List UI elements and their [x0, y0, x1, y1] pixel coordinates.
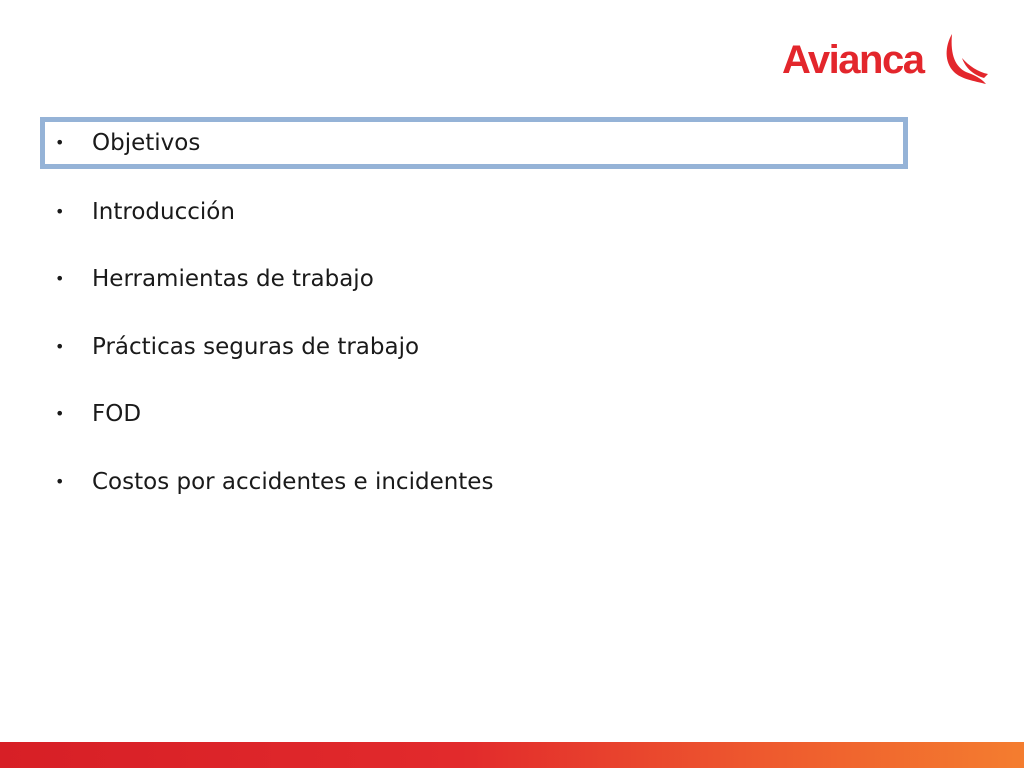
agenda-item-objetivos[interactable]: [40, 117, 908, 169]
agenda-item-label: Introducción: [92, 199, 235, 225]
bullet: •: [55, 472, 65, 491]
footer-gradient-bar: [0, 742, 1024, 768]
agenda-item-fod[interactable]: [40, 388, 908, 440]
agenda-item-label: FOD: [92, 401, 142, 427]
agenda-item-label: Prácticas seguras de trabajo: [92, 334, 420, 360]
agenda-item-introduccion[interactable]: [40, 186, 908, 238]
bullet: •: [55, 202, 65, 221]
agenda-item-practicas[interactable]: [40, 321, 908, 373]
agenda-item-costos[interactable]: [40, 456, 908, 508]
agenda-item-label: Herramientas de trabajo: [92, 266, 374, 292]
agenda-item-label: Objetivos: [92, 130, 201, 156]
bullet: •: [55, 133, 65, 152]
agenda-item-herramientas[interactable]: [40, 253, 908, 305]
agenda-item-label: Costos por accidentes e incidentes: [92, 469, 494, 495]
bullet: •: [55, 404, 65, 423]
bullet: •: [55, 337, 65, 356]
bullet: •: [55, 269, 65, 288]
logo-wordmark: Avianca: [782, 38, 924, 82]
